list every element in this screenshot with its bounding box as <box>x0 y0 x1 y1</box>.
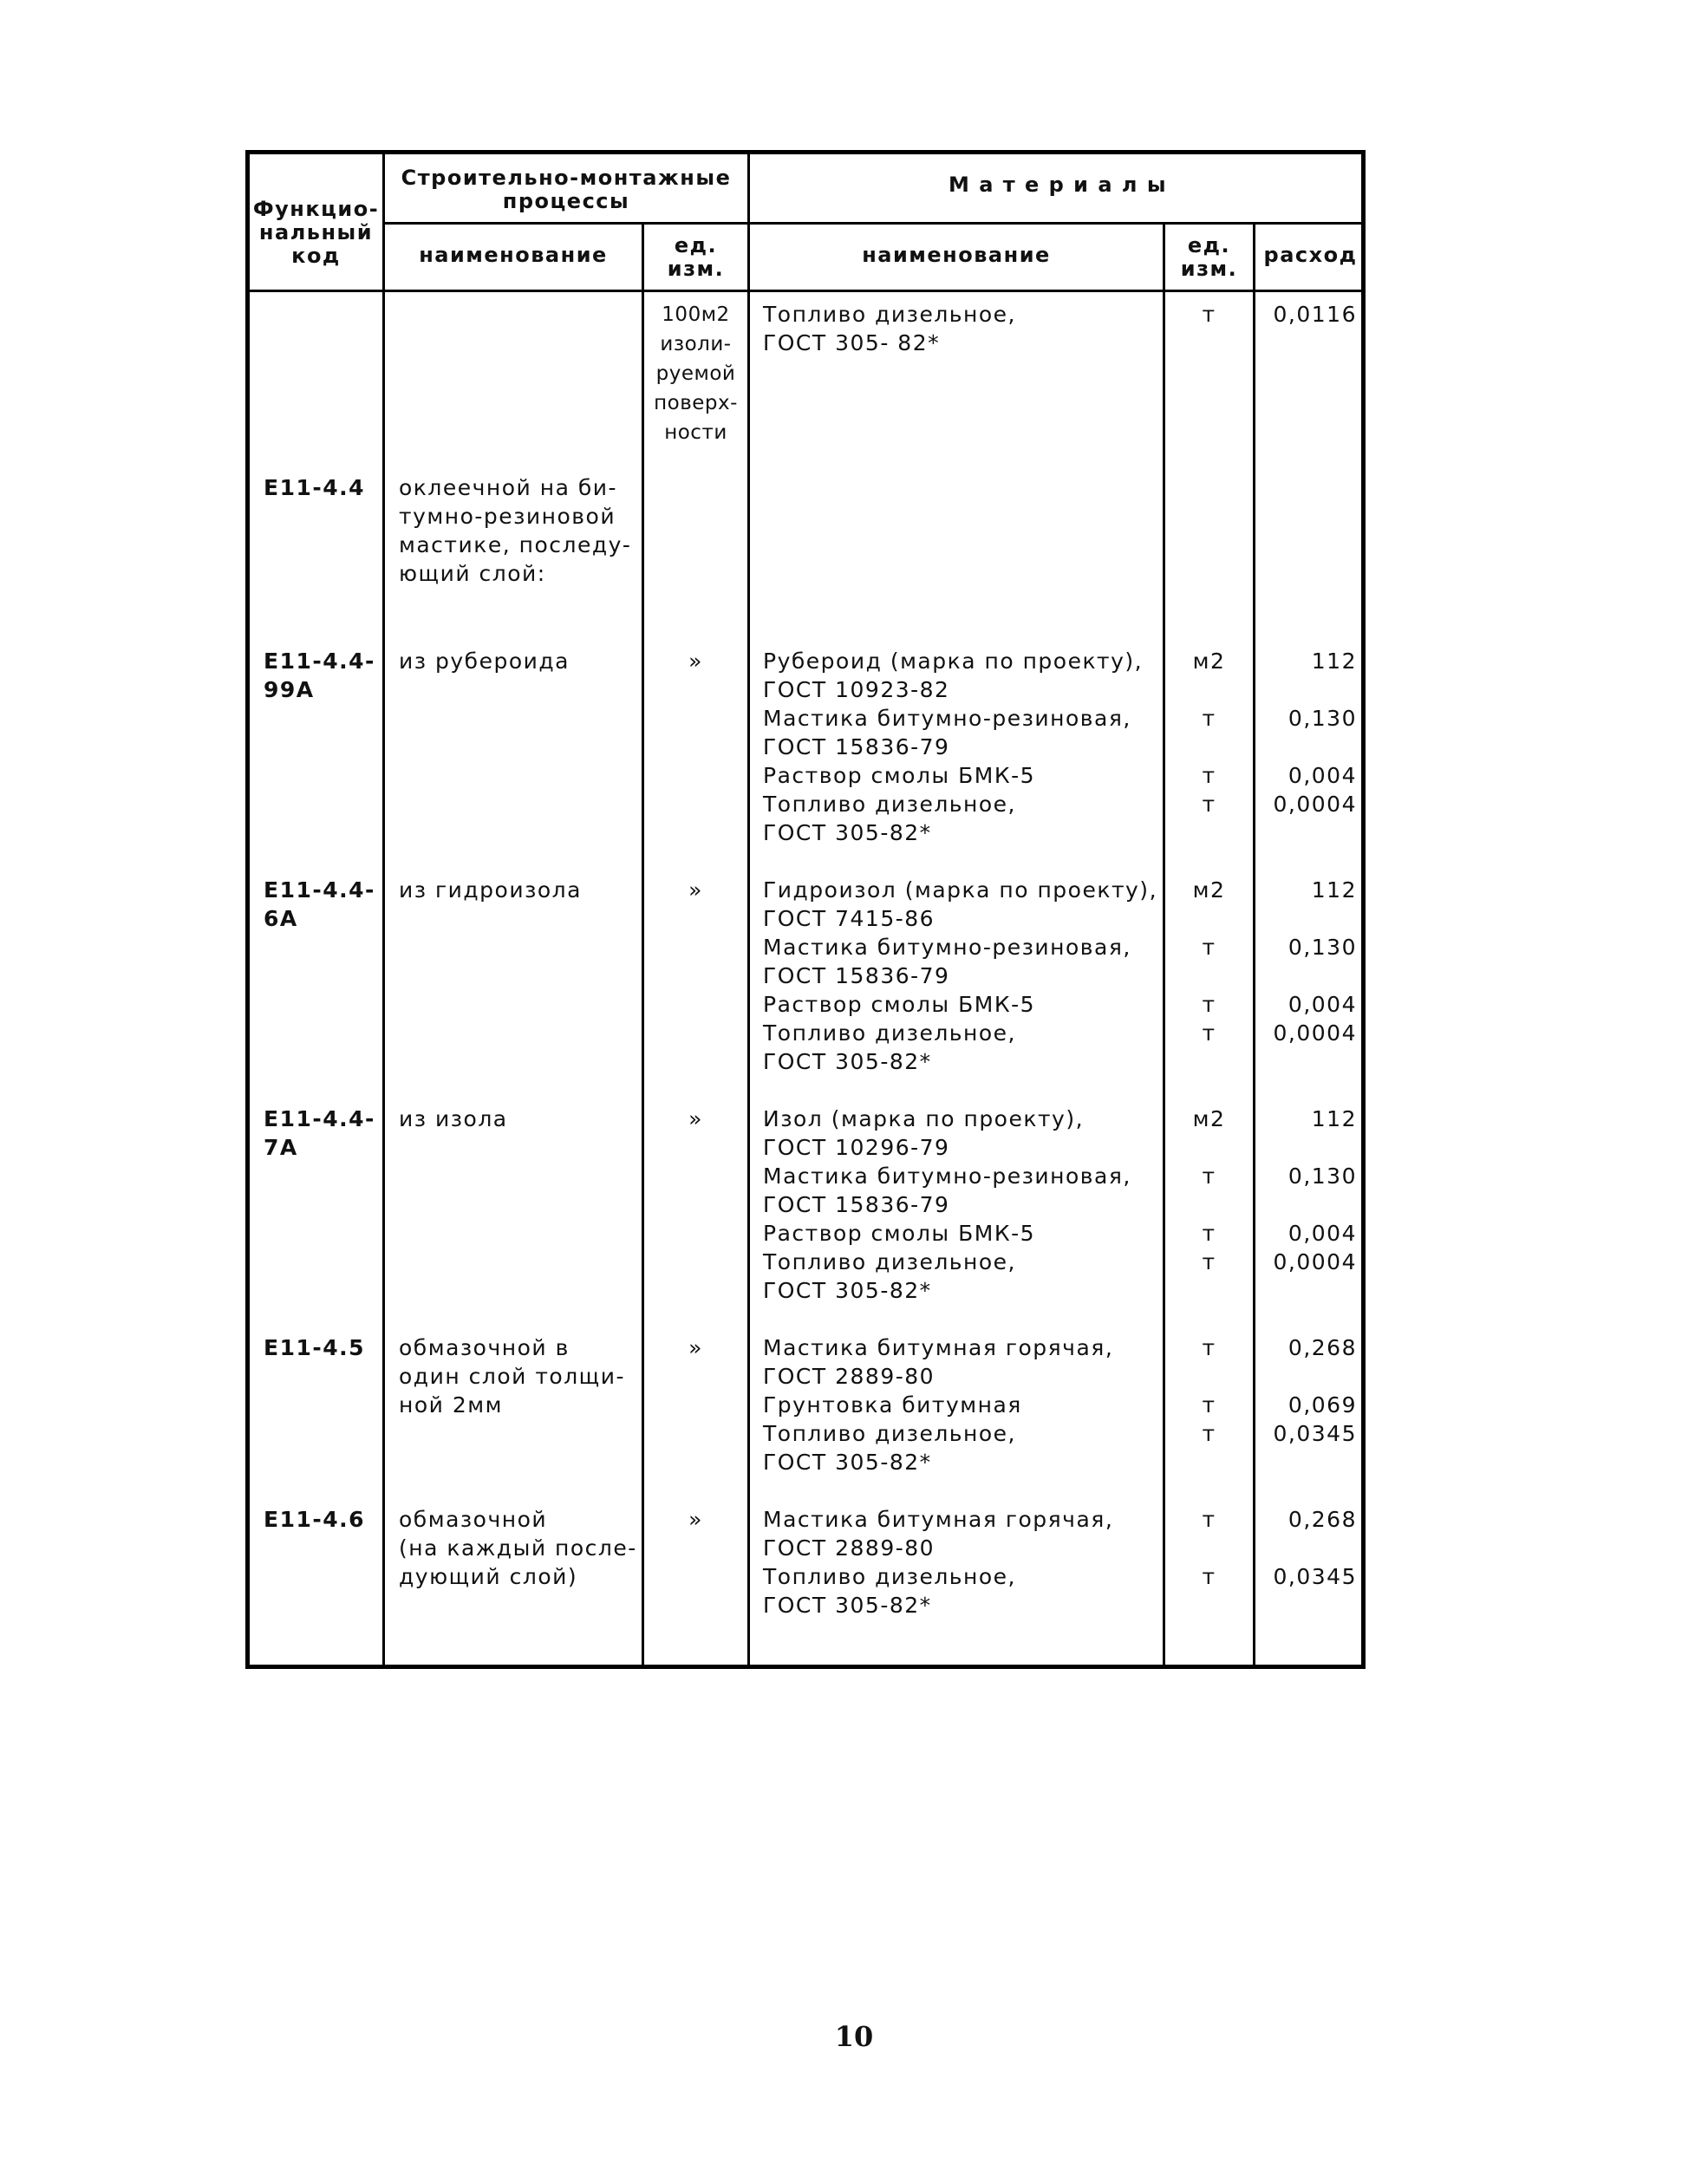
material-unit-cell: т <box>1202 1335 1216 1360</box>
material-name-cell: Раствор смолы БМК-5 <box>763 1221 1036 1246</box>
material-unit-cell: т <box>1202 1163 1216 1189</box>
material-unit-cell: т <box>1202 1221 1216 1246</box>
material-name-cell: Топливо дизельное, ГОСТ 305-82* <box>763 1020 1017 1074</box>
header-materials: М а т е р и а л ы <box>948 173 1168 197</box>
material-name-cell: Гидроизол (марка по проекту), ГОСТ 7415-86 <box>763 877 1158 931</box>
material-unit-cell: т <box>1202 302 1216 327</box>
consumption-cell: 0,0116 <box>1273 302 1357 327</box>
material-unit-cell: т <box>1202 992 1216 1017</box>
header-rule <box>250 290 1366 292</box>
consumption-cell: 0,0345 <box>1273 1564 1357 1589</box>
functional-code-cell: Е11-4.4 <box>264 475 366 500</box>
material-unit-cell: т <box>1202 1564 1216 1589</box>
consumption-cell: 0,004 <box>1288 763 1357 788</box>
material-unit-cell: т <box>1202 1020 1216 1046</box>
material-unit-cell: т <box>1202 1249 1216 1274</box>
header-material-name: наименование <box>862 243 1051 267</box>
material-unit-cell: т <box>1202 935 1216 960</box>
ditto-mark: » <box>688 1335 703 1360</box>
header-rule <box>382 222 1366 225</box>
consumption-cell: 112 <box>1311 877 1357 903</box>
material-name-cell: Мастика битумная горячая, ГОСТ 2889-80 <box>763 1507 1114 1561</box>
header-processes: Строительно-монтажные процессы <box>401 166 732 213</box>
header-process-name: наименование <box>419 243 608 267</box>
material-name-cell: Рубероид (марка по проекту), ГОСТ 10923-82 <box>763 649 1144 702</box>
header-functional-code: Функцио- нальный код <box>252 197 380 268</box>
functional-code-cell: Е11-4.5 <box>264 1335 366 1360</box>
process-name-cell: обмазочной (на каждый после- дующий слой) <box>399 1507 637 1589</box>
material-name-cell: Мастика битумная горячая, ГОСТ 2889-80 <box>763 1335 1114 1389</box>
material-unit-cell: т <box>1202 1392 1216 1418</box>
functional-code-cell: Е11-4.6 <box>264 1507 366 1532</box>
material-name-cell: Изол (марка по проекту), ГОСТ 10296-79 <box>763 1106 1085 1160</box>
consumption-cell: 0,0004 <box>1273 1249 1357 1274</box>
material-name-cell: Раствор смолы БМК-5 <box>763 763 1036 788</box>
functional-code-cell: Е11-4.4- 6А <box>264 877 375 931</box>
material-name-cell: Мастика битумно-резиновая, ГОСТ 15836-79 <box>763 935 1131 988</box>
material-name-cell: Топливо дизельное, ГОСТ 305-82* <box>763 1564 1017 1618</box>
header-process-unit: ед. изм. <box>667 233 725 281</box>
process-unit-cell: 100м2 изоли- руемой поверх- ности <box>654 303 738 444</box>
functional-code-cell: Е11-4.4- 99А <box>264 649 375 702</box>
material-name-cell: Топливо дизельное, ГОСТ 305-82* <box>763 792 1017 845</box>
consumption-cell: 0,0004 <box>1273 792 1357 817</box>
materials-table <box>245 150 1366 1669</box>
consumption-cell: 112 <box>1311 1106 1357 1131</box>
column-divider <box>382 154 385 1665</box>
consumption-cell: 0,268 <box>1288 1335 1357 1360</box>
consumption-cell: 0,0004 <box>1273 1020 1357 1046</box>
functional-code-cell: Е11-4.4- 7А <box>264 1106 375 1160</box>
material-name-cell: Мастика битумно-резиновая, ГОСТ 15836-79 <box>763 706 1131 759</box>
material-name-cell: Грунтовка битумная <box>763 1392 1022 1418</box>
ditto-mark: » <box>688 649 703 674</box>
header-consumption: расход <box>1263 243 1358 267</box>
material-name-cell: Топливо дизельное, ГОСТ 305-82* <box>763 1249 1017 1303</box>
material-unit-cell: м2 <box>1192 877 1226 903</box>
ditto-mark: » <box>688 877 703 903</box>
consumption-cell: 0,130 <box>1288 1163 1357 1189</box>
header-material-unit: ед. изм. <box>1180 233 1238 281</box>
process-name-cell: из гидроизола <box>399 877 582 903</box>
material-name-cell: Топливо дизельное, ГОСТ 305-82* <box>763 1421 1017 1475</box>
material-unit-cell: т <box>1202 792 1216 817</box>
material-name-cell: Топливо дизельное, ГОСТ 305- 82* <box>763 302 1017 355</box>
process-name-cell: обмазочной в один слой толщи- ной 2мм <box>399 1335 625 1418</box>
ditto-mark: » <box>688 1507 703 1532</box>
process-name-cell: из изола <box>399 1106 508 1131</box>
consumption-cell: 0,004 <box>1288 1221 1357 1246</box>
consumption-cell: 0,069 <box>1288 1392 1357 1418</box>
consumption-cell: 0,004 <box>1288 992 1357 1017</box>
material-name-cell: Мастика битумно-резиновая, ГОСТ 15836-79 <box>763 1163 1131 1217</box>
page-number: 10 <box>834 2020 874 2053</box>
material-unit-cell: т <box>1202 763 1216 788</box>
consumption-cell: 0,130 <box>1288 706 1357 731</box>
process-name-cell: из рубероида <box>399 649 570 674</box>
consumption-cell: 0,0345 <box>1273 1421 1357 1446</box>
material-unit-cell: т <box>1202 706 1216 731</box>
consumption-cell: 0,130 <box>1288 935 1357 960</box>
column-divider <box>747 154 750 1665</box>
material-unit-cell: т <box>1202 1421 1216 1446</box>
material-unit-cell: м2 <box>1192 649 1226 674</box>
process-name-cell: оклеечной на би- тумно-резиновой мастике, последу- ющий слой: <box>399 475 632 586</box>
consumption-cell: 0,268 <box>1288 1507 1357 1532</box>
consumption-cell: 112 <box>1311 649 1357 674</box>
ditto-mark: » <box>688 1106 703 1131</box>
material-unit-cell: т <box>1202 1507 1216 1532</box>
material-name-cell: Раствор смолы БМК-5 <box>763 992 1036 1017</box>
material-unit-cell: м2 <box>1192 1106 1226 1131</box>
